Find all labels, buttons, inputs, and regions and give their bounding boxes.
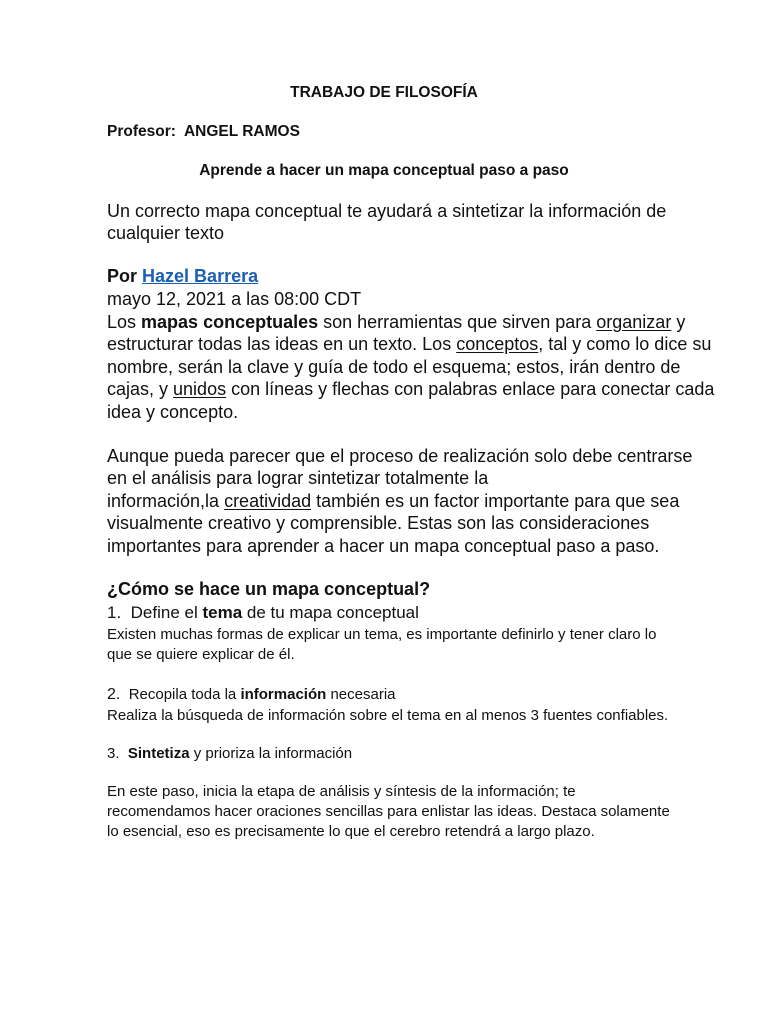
paragraph-1-line-2 xyxy=(107,334,711,355)
document-title: TRABAJO DE FILOSOFÍA xyxy=(290,84,478,101)
text-run: son herramientas que sirven para xyxy=(318,312,597,332)
link-organizar[interactable]: organizar xyxy=(596,312,672,332)
paragraph-1-line-4 xyxy=(107,379,714,400)
professor-line xyxy=(107,123,300,141)
bold-term: tema xyxy=(202,603,243,622)
step-number: 1. xyxy=(107,603,122,622)
text-run: también es un factor importante para que sea xyxy=(311,491,680,511)
author-link[interactable]: Hazel Barrera xyxy=(142,266,259,286)
text-run: información,la xyxy=(107,491,225,511)
intro-line-1: Un correcto mapa conceptual te ayudará a sintetizar la información de xyxy=(107,201,667,221)
paragraph-2-line-3 xyxy=(107,491,679,512)
publish-date: mayo 12, 2021 a las 08:00 CDT xyxy=(107,289,362,309)
link-creatividad[interactable]: creatividad xyxy=(224,491,312,511)
paragraph-1-line-5: idea y concepto. xyxy=(107,402,239,422)
step-2-title xyxy=(107,686,396,704)
link-conceptos[interactable]: conceptos xyxy=(456,334,539,354)
author-line xyxy=(107,266,258,287)
text-run: Recopila toda la xyxy=(128,686,241,703)
paragraph-2-line-2: en el análisis para lograr sintetizar totalmente la xyxy=(107,468,489,488)
step-3-desc-1: En este paso, inicia la etapa de análisis y síntesis de la información; te xyxy=(107,783,576,800)
bold-term: Sintetiza xyxy=(127,745,190,762)
step-1-desc-1: Existen muchas formas de explicar un tema, es importante definirlo y tener claro lo xyxy=(107,626,657,643)
text-run: Los xyxy=(107,312,142,332)
paragraph-1-line-3: nombre, serán la clave y guía de todo el esquema; estos, irán dentro de xyxy=(107,357,681,377)
professor-label: Profesor: xyxy=(107,123,176,140)
step-3-title xyxy=(107,745,352,762)
author-prefix: Por xyxy=(107,266,138,286)
paragraph-2-line-5: importantes para aprender a hacer un mapa conceptual paso a paso. xyxy=(107,536,660,556)
professor-name: ANGEL RAMOS xyxy=(183,123,300,140)
text-run: , tal y como lo dice su xyxy=(538,334,712,354)
bold-term: información xyxy=(240,686,327,703)
text-run: y xyxy=(671,312,686,332)
text-run: con líneas y flechas con palabras enlace para conectar cada xyxy=(226,379,715,399)
step-3-desc-3: lo esencial, eso es precisamente lo que el cerebro retendrá a largo plazo. xyxy=(107,823,595,840)
step-3-desc-2: recomendamos hacer oraciones sencillas para enlistar las ideas. Destaca solamente xyxy=(107,803,670,820)
text-run: Define el xyxy=(130,603,203,622)
step-number: 2. xyxy=(107,686,121,703)
text-run: y prioriza la información xyxy=(189,745,353,762)
step-number: 3. xyxy=(107,745,120,762)
text-run: estructurar todas las ideas en un texto. Los xyxy=(107,334,457,354)
intro-line-2: cualquier texto xyxy=(107,223,225,243)
step-1-desc-2: que se quiere explicar de él. xyxy=(107,646,295,663)
section-heading: ¿Cómo se hace un mapa conceptual? xyxy=(107,579,431,599)
text-run: cajas, y xyxy=(107,379,174,399)
link-unidos[interactable]: unidos xyxy=(173,379,227,399)
step-2-desc: Realiza la búsqueda de información sobre el tema en al menos 3 fuentes confiables. xyxy=(107,707,669,724)
text-run: de tu mapa conceptual xyxy=(242,603,419,622)
text-run: necesaria xyxy=(326,686,396,703)
bold-term: mapas conceptuales xyxy=(141,312,319,332)
document-subtitle: Aprende a hacer un mapa conceptual paso a paso xyxy=(199,162,569,179)
paragraph-2-line-1: Aunque pueda parecer que el proceso de realización solo debe centrarse xyxy=(107,446,693,466)
paragraph-1-line-1 xyxy=(107,312,685,333)
paragraph-2-line-4: visualmente creativo y comprensible. Estas son las consideraciones xyxy=(107,513,650,533)
step-1-title xyxy=(107,603,419,623)
